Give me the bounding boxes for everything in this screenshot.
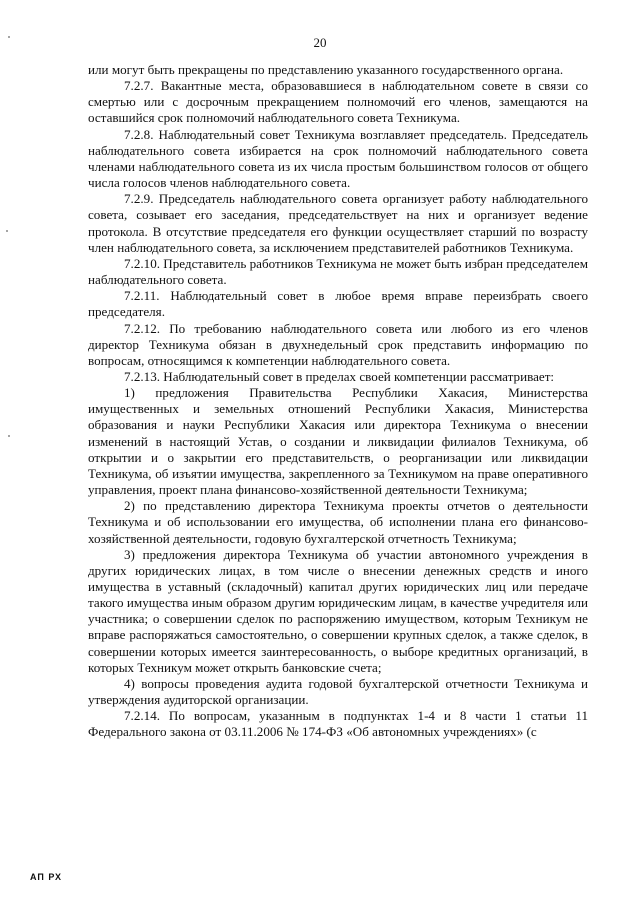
paragraph-7-2-8: 7.2.8. Наблюдательный совет Техникума возглавляет председатель. Председатель наблюдательного совета избирается на срок полномочий наблюдательного совета членами наблюдательного совета из их числа простым большинством голосов от общего числа голосов членов наблюдательного совета. bbox=[88, 126, 588, 191]
list-item-2: 2) по представлению директора Техникума проекты отчетов о деятельности Техникума и об использовании его имущества, об исполнении плана его финансово-хозяйственной деятельности, годовую бухгалтерской отчетность Техникума; bbox=[88, 498, 588, 546]
list-item-4: 4) вопросы проведения аудита годовой бухгалтерской отчетности Техникума и утверждения аудиторской организации. bbox=[88, 675, 588, 708]
page-number: 20 bbox=[313, 35, 327, 50]
list-item-1: 1) предложения Правительства Республики Хакасия, Министерства имущественных и земельных отношений Республики Хакасия, Министерства образования и науки Республики Хакасия или директора Техникума о внесении изменений в настоящий Устав, о создании и ликвидации филиалов Техникума, об открытии и о закрытии его представительств, о реорганизации или ликвидации Техникума, об изъятии имущества, закрепленного за Техникумом на праве оперативного управления, проект плана финансово-хозяйственной деятельности Техникума; bbox=[88, 385, 588, 498]
paragraph-7-2-14: 7.2.14. По вопросам, указанным в подпунктах 1-4 и 8 части 1 статьи 11 Федерального закона от 03.11.2006 № 174-ФЗ «Об автономных учреждениях» (с bbox=[88, 708, 588, 740]
scan-speck bbox=[8, 435, 10, 437]
paragraph-7-2-7: 7.2.7. Вакантные места, образовавшиеся в наблюдательном совете в связи со смертью или с досрочным прекращением полномочий его членов, замещаются на оставшийся срок полномочий наблюдательного совета Техникума. bbox=[88, 78, 588, 126]
scan-speck bbox=[8, 36, 10, 38]
document-body bbox=[88, 62, 588, 741]
paragraph-7-2-12: 7.2.12. По требованию наблюдательного совета или любого из его членов директор Техникума обязан в двухнедельный срок представить информацию по вопросам, относящимся к компетенции наблюдательного совета. bbox=[88, 320, 588, 368]
paragraph-7-2-9: 7.2.9. Председатель наблюдательного совета организует работу наблюдательного совета, созывает его заседания, председательствует на них и организует ведение протокола. В отсутствие председателя его функции осуществляет старший по возрасту член наблюдательного совета, за исключением представителей работников Техникума. bbox=[88, 191, 588, 255]
list-item-3: 3) предложения директора Техникума об участии автономного учреждения в других юридических лицах, в том числе о внесении денежных средств и иного имущества в уставный (складочный) капитал других юридических лиц или передаче такого имущества иным образом другим юридическим лицам, в качестве учредителя или участника; о совершении сделок по распоряжению имуществом, которым Техникум не вправе распоряжаться самостоятельно, о совершении крупных сделок, а также сделок, в совершении которых имеется заинтересованность, о выборе кредитных организаций, в которых Техникум может открыть банковские счета; bbox=[88, 546, 588, 675]
paragraph-7-2-13: 7.2.13. Наблюдательный совет в пределах своей компетенции рассматривает: bbox=[124, 368, 555, 384]
scan-speck bbox=[6, 230, 8, 232]
paragraph-7-2-10: 7.2.10. Представитель работников Техникума не может быть избран председателем наблюдательного совета. bbox=[88, 255, 588, 288]
footer-stamp: АП РХ bbox=[30, 872, 63, 882]
paragraph-continuation: или могут быть прекращены по представлению указанного государственного органа. bbox=[88, 62, 564, 77]
paragraph-7-2-11: 7.2.11. Наблюдательный совет в любое время вправе переизбрать своего председателя. bbox=[88, 288, 588, 320]
